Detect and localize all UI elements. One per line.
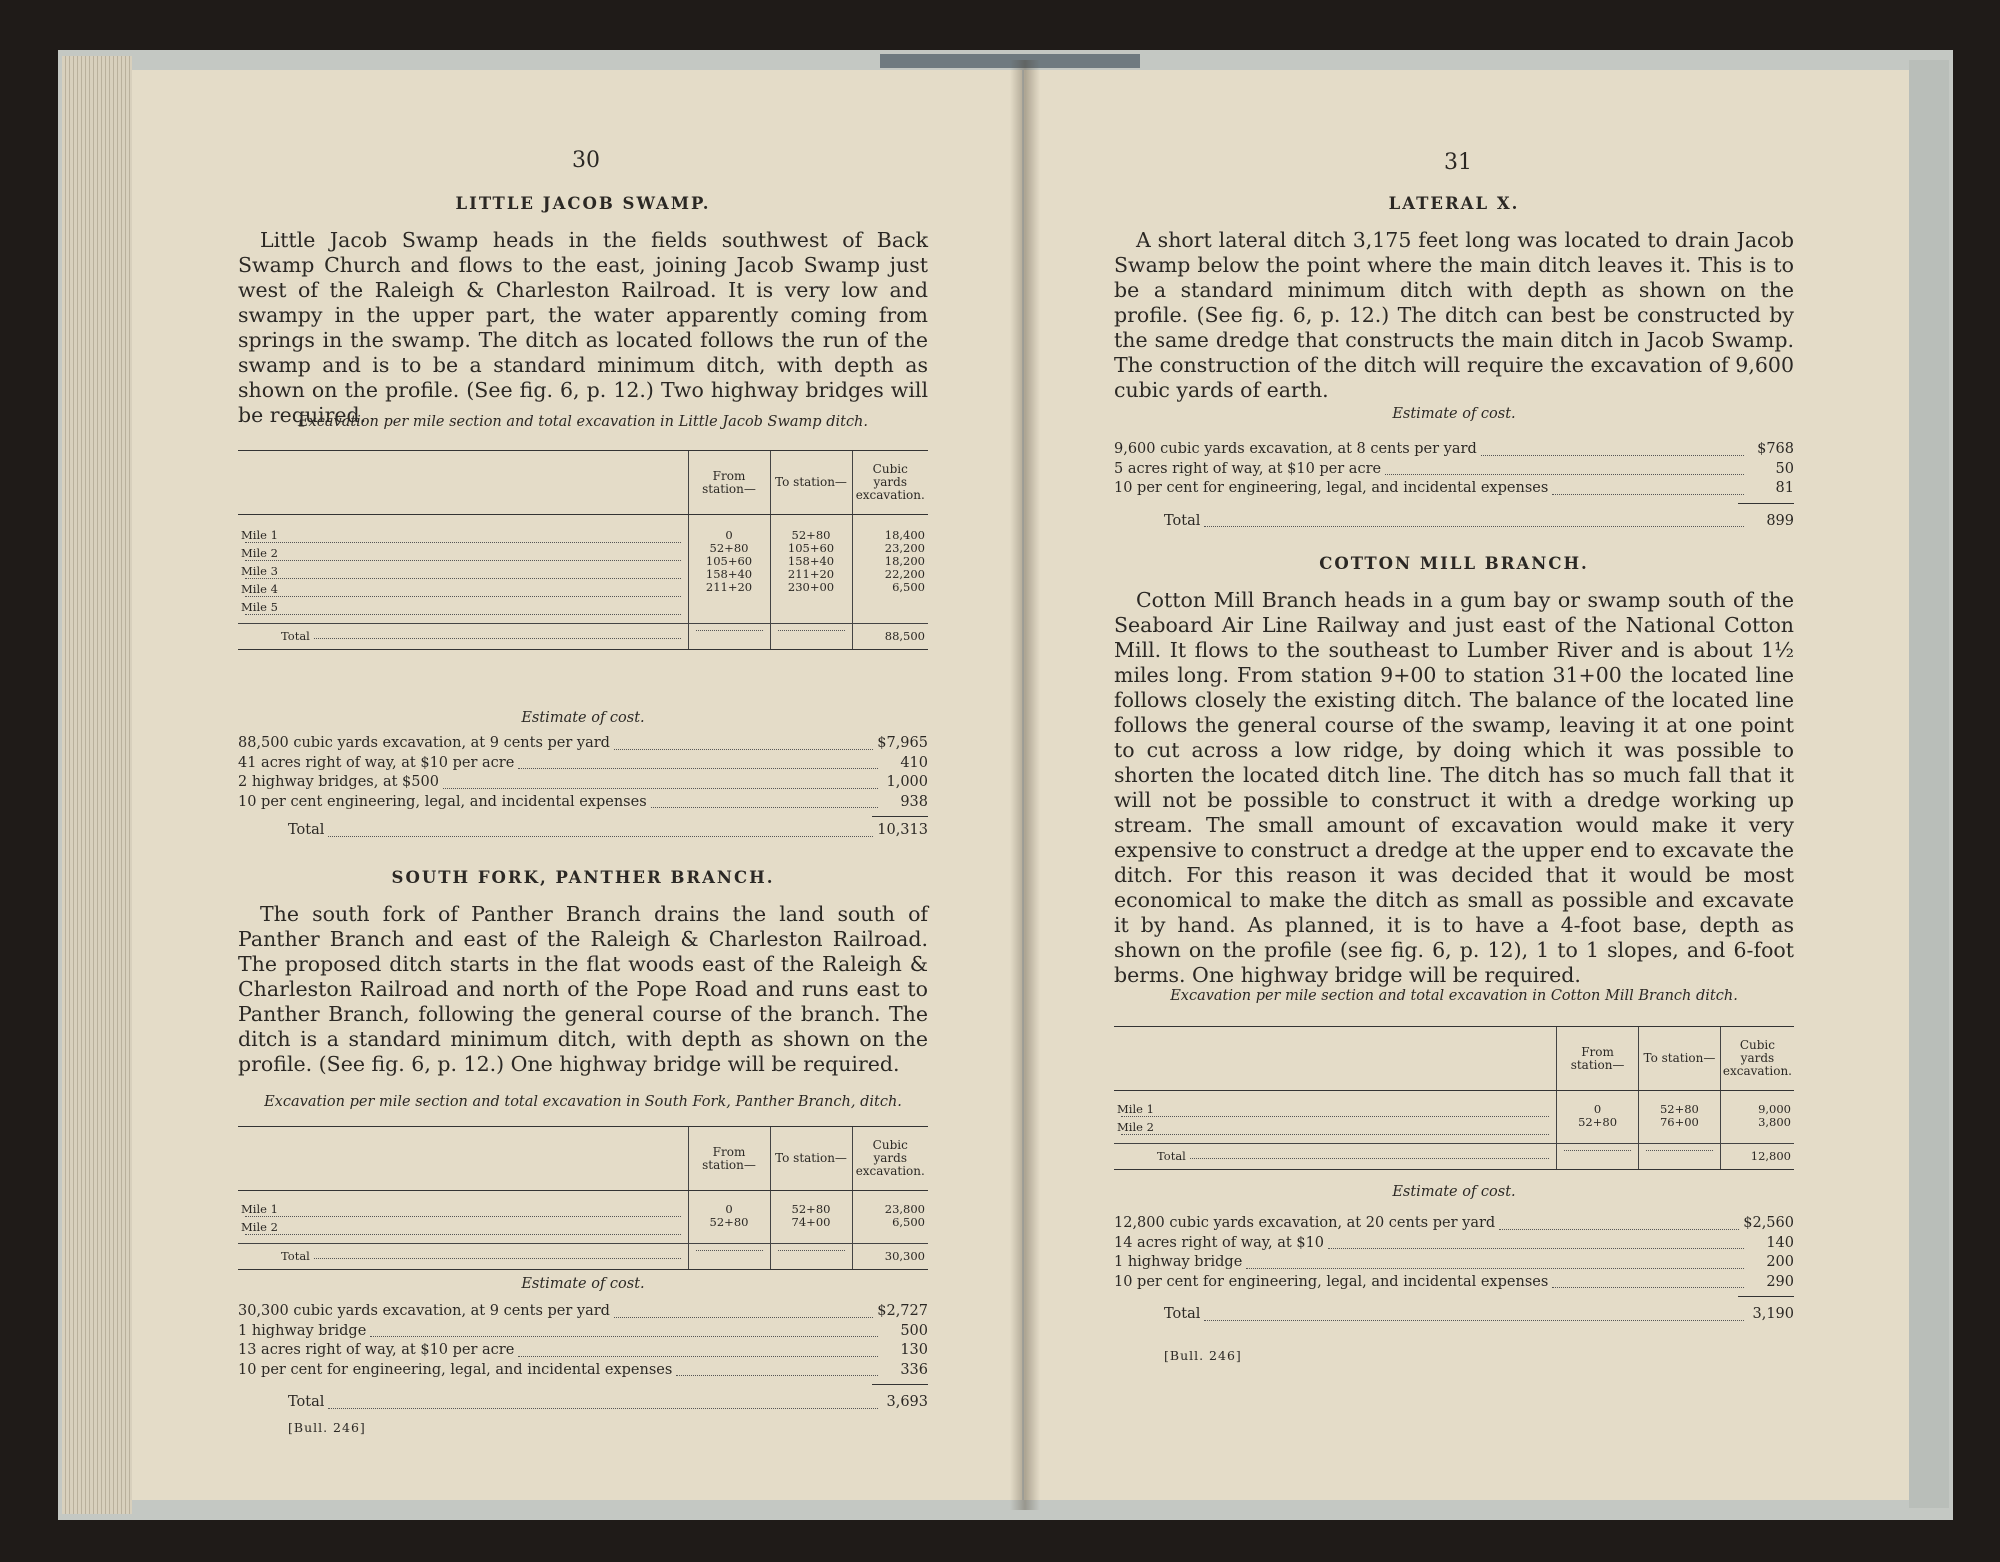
ledger-total-amount: 3,693 <box>886 1394 928 1410</box>
right-page-edges <box>1909 60 1949 1508</box>
table-cell <box>770 624 852 650</box>
sum-rule <box>1738 503 1794 504</box>
table-cell <box>688 1244 770 1270</box>
sum-rule <box>872 816 928 817</box>
table-cell: Mile 4 <box>241 582 278 596</box>
table-cell: 52+80 <box>709 1215 749 1229</box>
estimate-ledger-little-jacob <box>238 734 928 841</box>
table-cell <box>1639 1144 1721 1170</box>
table-cell: Mile 3 <box>241 564 278 578</box>
ledger-amount: $7,965 <box>877 735 928 751</box>
right-page <box>1024 70 1909 1500</box>
paragraph-cotton-mill: Cotton Mill Branch heads in a gum bay or swamp south of the Seaboard Air Line Railway and just east of the National Cotton Mill. It flows to the southeast to Lumber River and is about 1½ miles long. From station 9+00 to station 31+00 the located line follows closely the existing ditch. The balance of the located line follows the general course of the swamp, leaving it at one point to cut across a low ridge, by doing which it was possible to shorten the located ditch line. The ditch has so much fall that it will not be possible to construct it with a dredge working up stream. The small amount of excavation would make it very expensive to construct a dredge at the upper end to excavate the ditch. For this reason it was decided that it would be most economical to make the ditch as small as possible and excavate it by hand. As planned, it is to have a 4-foot base, depth as shown on the profile (see fig. 6, p. 12), 1 to 1 slopes, and 6-foot berms. One highway bridge will be required. <box>1114 588 1794 987</box>
to-column <box>770 1191 852 1244</box>
section-heading-little-jacob: LITTLE JACOB SWAMP. <box>455 194 711 213</box>
ledger-total-amount: 899 <box>1766 512 1794 529</box>
total-label: Total <box>1157 1149 1186 1163</box>
table-cell: 0 <box>725 1202 733 1216</box>
row-labels <box>238 515 688 624</box>
ledger-label: 9,600 cubic yards excavation, at 8 cents per yard <box>1114 441 1477 457</box>
table-cell: Mile 1 <box>1117 1102 1154 1116</box>
paragraph-lateral-x: A short lateral ditch 3,175 feet long was located to drain Jacob Swamp below the point where the main ditch leaves it. This is to be a standard minimum ditch with depth as shown on the profile. (See fig. 6, p. 12.) The ditch can best be constructed by the same dredge that constructs the main ditch in Jacob Swamp. The construction of the ditch will require the excavation of 9,600 cubic yards of earth. <box>1114 228 1794 402</box>
ledger-label: 5 acres right of way, at $10 per acre <box>1114 460 1382 477</box>
ledger-row <box>238 773 928 793</box>
ledger-row <box>1114 460 1794 480</box>
table-cell: 74+00 <box>791 1215 831 1229</box>
table-header: To station— <box>770 1127 852 1191</box>
ledger-total-label: Total <box>288 822 325 838</box>
ledger-amount: 140 <box>1766 1234 1794 1251</box>
table-cell: Mile 2 <box>241 546 278 560</box>
ledger-label: 10 per cent for engineering, legal, and incidental expenses <box>1114 480 1549 496</box>
table-cell: 52+80 <box>791 528 831 542</box>
section-heading-south-fork: SOUTH FORK, PANTHER BRANCH. <box>391 868 775 887</box>
total-label: Total <box>281 629 310 643</box>
table-cell: Mile 1 <box>241 1202 278 1216</box>
ledger-label: 10 per cent engineering, legal, and incidental expenses <box>238 793 647 810</box>
table-header: Cubic yards excavation. <box>1720 1027 1794 1091</box>
table-cell: 211+20 <box>787 567 835 581</box>
table-header: From station— <box>1557 1027 1639 1091</box>
table-cell: 105+60 <box>705 554 753 568</box>
to-column <box>770 515 852 624</box>
paragraph-south-fork: The south fork of Panther Branch drains the land south of Panther Branch and east of the Raleigh & Charleston Railroad. The proposed ditch starts in the flat woods east of the Raleigh & Charleston Railroad and north of the Pope Road and runs east to Panther Branch, following the general course of the branch. The ditch is a standard minimum ditch, with depth as shown on the profile. (See fig. 6, p. 12.) One highway bridge will be required. <box>238 902 928 1076</box>
from-column <box>688 515 770 624</box>
ledger-amount: 290 <box>1766 1273 1794 1290</box>
ledger-row <box>238 1361 928 1381</box>
ledger-label: 10 per cent for engineering, legal, and incidental expenses <box>1114 1273 1549 1290</box>
table-cell: Mile 5 <box>241 600 278 614</box>
ledger-label: 12,800 cubic yards excavation, at 20 cents per yard <box>1114 1215 1496 1231</box>
table-cell: Mile 2 <box>241 1220 278 1234</box>
ledger-amount: 1,000 <box>886 774 928 790</box>
ledger-label: 13 acres right of way, at $10 per acre <box>238 1342 515 1358</box>
table-cell <box>688 624 770 650</box>
table-header: Cubic yards excavation. <box>852 451 928 515</box>
table-cell: 230+00 <box>787 580 835 594</box>
ledger-total-row <box>238 821 928 841</box>
section-heading-cotton-mill: COTTON MILL BRANCH. <box>1319 554 1589 573</box>
table-header: Cubic yards excavation. <box>852 1127 928 1191</box>
ledger-label: 10 per cent for engineering, legal, and incidental expenses <box>238 1361 673 1378</box>
table-cell: 52+80 <box>1659 1102 1699 1116</box>
ledger-row <box>1114 440 1794 460</box>
ledger-amount: $2,560 <box>1743 1215 1794 1231</box>
total-row-label <box>238 1244 688 1270</box>
left-page-content <box>238 70 928 1500</box>
total-value: 30,300 <box>852 1244 928 1270</box>
table-caption-cotton-mill: Excavation per mile section and total excavation in Cotton Mill Branch ditch. <box>1170 988 1738 1004</box>
table-cell: 18,200 <box>884 554 925 568</box>
estimate-ledger-south-fork <box>238 1302 928 1413</box>
page-number: 30 <box>572 148 600 173</box>
ledger-label: 41 acres right of way, at $10 per acre <box>238 754 515 771</box>
ledger-row <box>238 793 928 813</box>
ledger-amount: 336 <box>900 1361 928 1378</box>
ledger-total-label: Total <box>1164 512 1201 529</box>
table-cell: 0 <box>725 528 733 542</box>
bulletin-number: [Bull. 246] <box>1164 1348 1242 1363</box>
page-number: 31 <box>1444 150 1472 175</box>
table-cell: 52+80 <box>1578 1115 1618 1129</box>
table-cell: 52+80 <box>709 541 749 555</box>
table-cell: 18,400 <box>884 528 925 542</box>
ledger-row <box>1114 1273 1794 1293</box>
table-cell: 0 <box>1593 1102 1602 1116</box>
table-cell: 23,200 <box>884 541 925 555</box>
total-value: 12,800 <box>1720 1144 1794 1170</box>
to-column <box>1639 1091 1721 1144</box>
cubic-column <box>852 515 928 624</box>
right-page-content <box>1114 70 1794 1500</box>
total-row-label <box>1114 1144 1557 1170</box>
book-gutter <box>1010 60 1040 1510</box>
ledger-amount: 81 <box>1775 480 1794 496</box>
ledger-amount: 938 <box>900 793 928 810</box>
estimate-ledger-lateral-x <box>1114 440 1794 531</box>
table-cell: 52+80 <box>791 1202 831 1216</box>
ledger-amount: $768 <box>1757 441 1794 457</box>
table-header: To station— <box>770 451 852 515</box>
ledger-row <box>238 1302 928 1322</box>
table-cell: 6,500 <box>892 580 925 594</box>
ledger-row <box>238 1322 928 1342</box>
table-header: To station— <box>1639 1027 1721 1091</box>
paragraph-little-jacob: Little Jacob Swamp heads in the fields southwest of Back Swamp Church and flows to the east, joining Jacob Swamp just west of the Raleigh & Charleston Railroad. It is very low and swampy in the upper part, the water apparently coming from springs in the swamp. The ditch as located follows the run of the swamp and is to be a standard minimum ditch, with depth as shown on the profile. (See fig. 6, p. 12.) Two highway bridges will be required. <box>238 228 928 427</box>
ledger-amount: 500 <box>900 1322 928 1339</box>
ledger-amount: 410 <box>900 754 928 771</box>
ledger-total-label: Total <box>288 1394 325 1410</box>
ledger-amount: 130 <box>900 1342 928 1358</box>
total-value: 88,500 <box>852 624 928 650</box>
excavation-table-little-jacob <box>238 450 928 650</box>
ledger-row <box>238 1341 928 1361</box>
ledger-label: 14 acres right of way, at $10 <box>1114 1234 1325 1251</box>
table-cell: 211+20 <box>705 580 753 594</box>
row-labels <box>1114 1091 1557 1144</box>
ledger-row <box>238 754 928 774</box>
table-header: From station— <box>688 1127 770 1191</box>
sum-rule <box>872 1384 928 1385</box>
ledger-label: 1 highway bridge <box>1114 1254 1243 1270</box>
sum-rule <box>1738 1296 1794 1297</box>
estimate-caption: Estimate of cost. <box>521 710 645 726</box>
left-page <box>132 70 1022 1500</box>
table-cell: Mile 1 <box>241 528 278 542</box>
excavation-table-cotton-mill <box>1114 1026 1794 1170</box>
ledger-total-label: Total <box>1164 1306 1201 1322</box>
table-caption-south-fork: Excavation per mile section and total excavation in South Fork, Panther Branch, ditch. <box>264 1094 902 1110</box>
table-caption-little-jacob: Excavation per mile section and total excavation in Little Jacob Swamp ditch. <box>297 414 869 430</box>
table-cell: 3,800 <box>1758 1115 1791 1129</box>
ledger-amount: 200 <box>1766 1254 1794 1270</box>
cubic-column <box>1720 1091 1794 1144</box>
ledger-total-row <box>1114 512 1794 532</box>
ledger-row <box>1114 1234 1794 1254</box>
ledger-label: 1 highway bridge <box>238 1322 367 1339</box>
table-header <box>1114 1027 1557 1091</box>
table-header <box>238 1127 688 1191</box>
ledger-amount: $2,727 <box>877 1303 928 1319</box>
table-cell: 23,800 <box>884 1202 925 1216</box>
total-row-label <box>238 624 688 650</box>
left-page-edges <box>62 56 132 1514</box>
table-header: From station— <box>688 451 770 515</box>
ledger-total-amount: 10,313 <box>877 822 928 838</box>
table-cell: Mile 2 <box>1117 1120 1154 1134</box>
ledger-label: 2 highway bridges, at $500 <box>238 774 439 790</box>
estimate-caption: Estimate of cost. <box>1392 1184 1516 1200</box>
table-cell: 158+40 <box>705 567 753 581</box>
from-column <box>688 1191 770 1244</box>
from-column <box>1557 1091 1639 1144</box>
table-header <box>238 451 688 515</box>
table-cell: 9,000 <box>1758 1102 1791 1116</box>
ledger-row <box>238 734 928 754</box>
ledger-label: 30,300 cubic yards excavation, at 9 cents per yard <box>238 1303 610 1319</box>
table-cell: 6,500 <box>892 1215 925 1229</box>
table-cell: 158+40 <box>787 554 835 568</box>
table-cell: 22,200 <box>884 567 925 581</box>
section-heading-lateral-x: LATERAL X. <box>1388 194 1520 213</box>
table-cell <box>770 1244 852 1270</box>
row-labels <box>238 1191 688 1244</box>
ledger-amount: 50 <box>1775 460 1794 477</box>
ledger-row <box>1114 479 1794 499</box>
ledger-total-row <box>238 1393 928 1413</box>
ledger-label: 88,500 cubic yards excavation, at 9 cents per yard <box>238 735 610 751</box>
table-cell: 76+00 <box>1659 1115 1699 1129</box>
table-cell: 105+60 <box>787 541 835 555</box>
ledger-row <box>1114 1214 1794 1234</box>
cubic-column <box>852 1191 928 1244</box>
total-label: Total <box>281 1249 310 1263</box>
table-cell <box>1557 1144 1639 1170</box>
estimate-caption: Estimate of cost. <box>521 1276 645 1292</box>
ledger-total-row <box>1114 1305 1794 1325</box>
ledger-total-amount: 3,190 <box>1752 1306 1794 1322</box>
bulletin-number: [Bull. 246] <box>288 1420 366 1435</box>
ledger-row <box>1114 1253 1794 1273</box>
estimate-caption: Estimate of cost. <box>1392 406 1516 422</box>
estimate-ledger-cotton-mill <box>1114 1214 1794 1325</box>
excavation-table-south-fork <box>238 1126 928 1270</box>
